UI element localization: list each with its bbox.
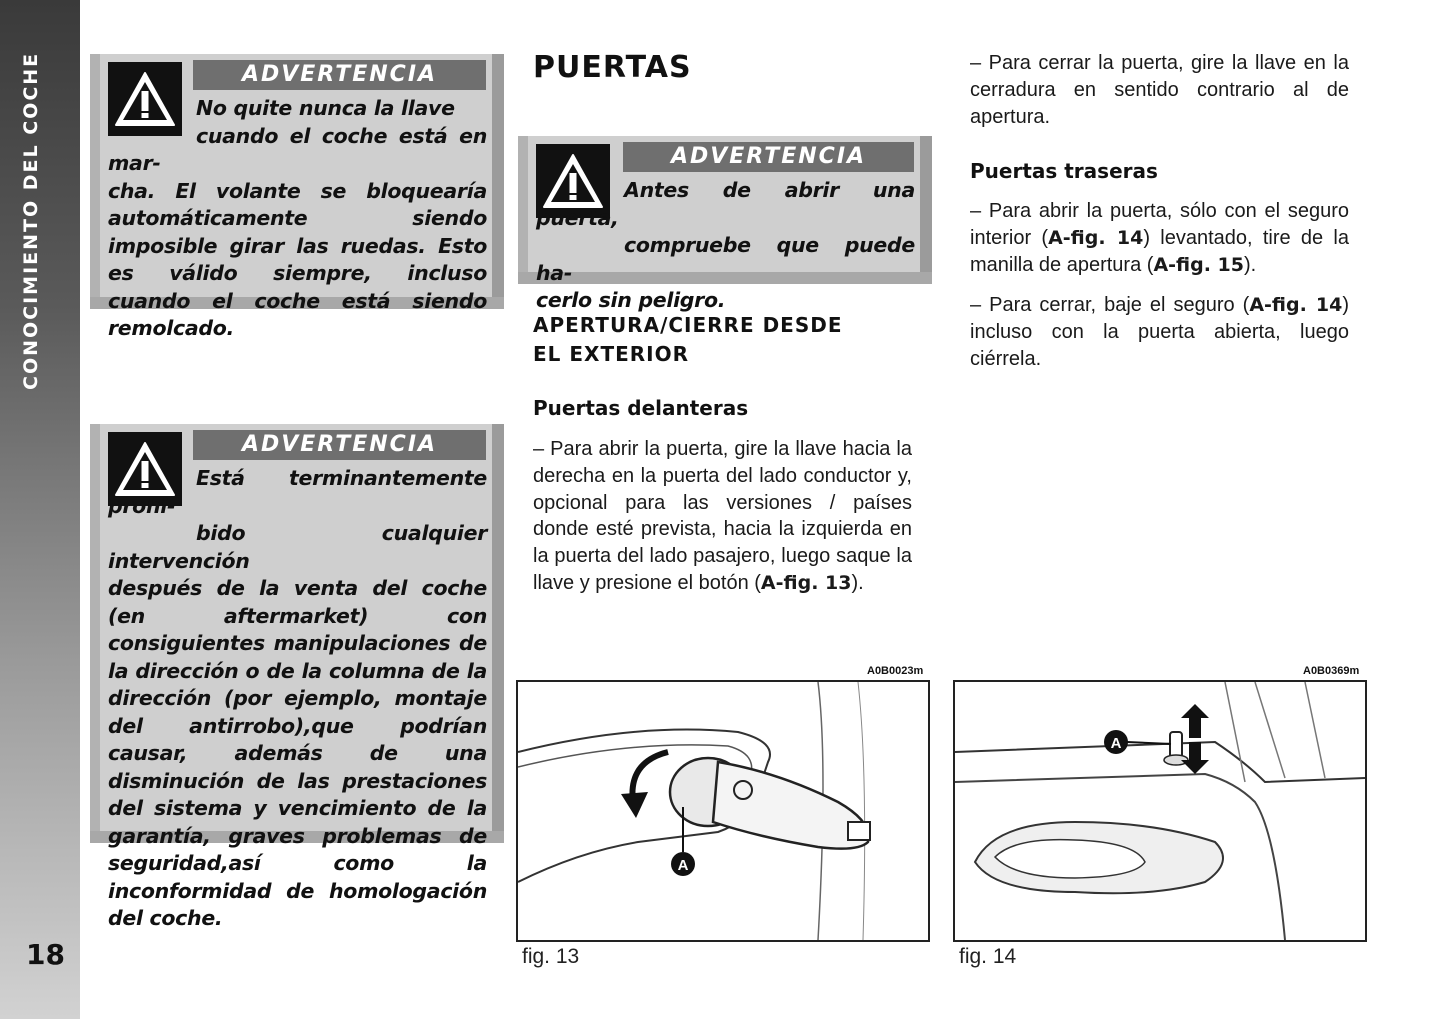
warning-box-3 — [100, 424, 492, 930]
door-key-illustration — [518, 682, 928, 940]
warning-text: No quite nunca la llave cuando el coche está en mar- cha. El volante se bloquearía automáticamente siendo imposible girar las ruedas. Esto es válido siempre, incluso cuando el coche está siendo remolcado. — [108, 96, 487, 340]
page-title: PUERTAS — [533, 50, 692, 85]
front-doors-paragraph: – Para abrir la puerta, gire la llave hacia la derecha en la puerta del lado conductor y, opcional para las versiones / países donde esté prevista, hacia la izquierda en la puerta del lado pasajero, luego saque la llave y presione el botón (A-fig. 13). — [533, 438, 912, 594]
sidebar-title: CONOCIMIENTO DEL COCHE — [20, 51, 42, 390]
warning-text: Está terminantemente prohi- bido cualquier intervención después de la venta del coche (en aftermarket) con consiguientes manipulaciones de la dirección o de la columna de la dirección (por ejemplo, montaje del antirrobo),que podrían causar, además de una disminución de las prestaciones del sistema y vencimiento de la garantía, graves problemas de seguridad,así como la inconformidad de homologación del coche. — [108, 466, 487, 930]
figure-code: A0B0023m — [867, 665, 924, 677]
rear-doors-paragraph-1: – Para abrir la puerta, sólo con el seguro interior (A-fig. 14) levantado, tire de la manilla de apertura (A-fig. 15). — [970, 200, 1349, 276]
warning-header: ADVERTENCIA — [623, 142, 914, 172]
figure-label: A — [677, 857, 689, 874]
figure-caption: fig. 14 — [959, 945, 1017, 968]
figure-14 — [953, 680, 1367, 942]
rear-doors-paragraph-2: – Para cerrar, baje el seguro (A-fig. 14) incluso con la puerta abierta, luego ciérrela. — [970, 294, 1349, 370]
warning-box-2 — [528, 136, 920, 312]
warning-box-1 — [100, 54, 492, 340]
warning-header: ADVERTENCIA — [193, 60, 486, 90]
door-lock-illustration — [955, 682, 1365, 940]
figure-13 — [516, 680, 930, 942]
warning-text: Antes de abrir una puerta, compruebe que puede ha- cerlo sin peligro. — [536, 178, 915, 312]
figure-label: A — [1110, 735, 1122, 752]
front-doors-heading: Puertas delanteras — [533, 396, 749, 420]
sidebar — [0, 0, 80, 1019]
rear-doors-heading: Puertas traseras — [970, 159, 1158, 183]
figure-caption: fig. 13 — [522, 945, 580, 968]
close-front-paragraph: – Para cerrar la puerta, gire la llave en la cerradura en sentido contrario al de apertura. — [970, 52, 1349, 128]
figure-code: A0B0369m — [1303, 665, 1360, 677]
page-number: 18 — [26, 938, 65, 971]
section-heading: APERTURA/CIERRE DESDE EL EXTERIOR — [533, 313, 843, 366]
warning-header: ADVERTENCIA — [193, 430, 486, 460]
